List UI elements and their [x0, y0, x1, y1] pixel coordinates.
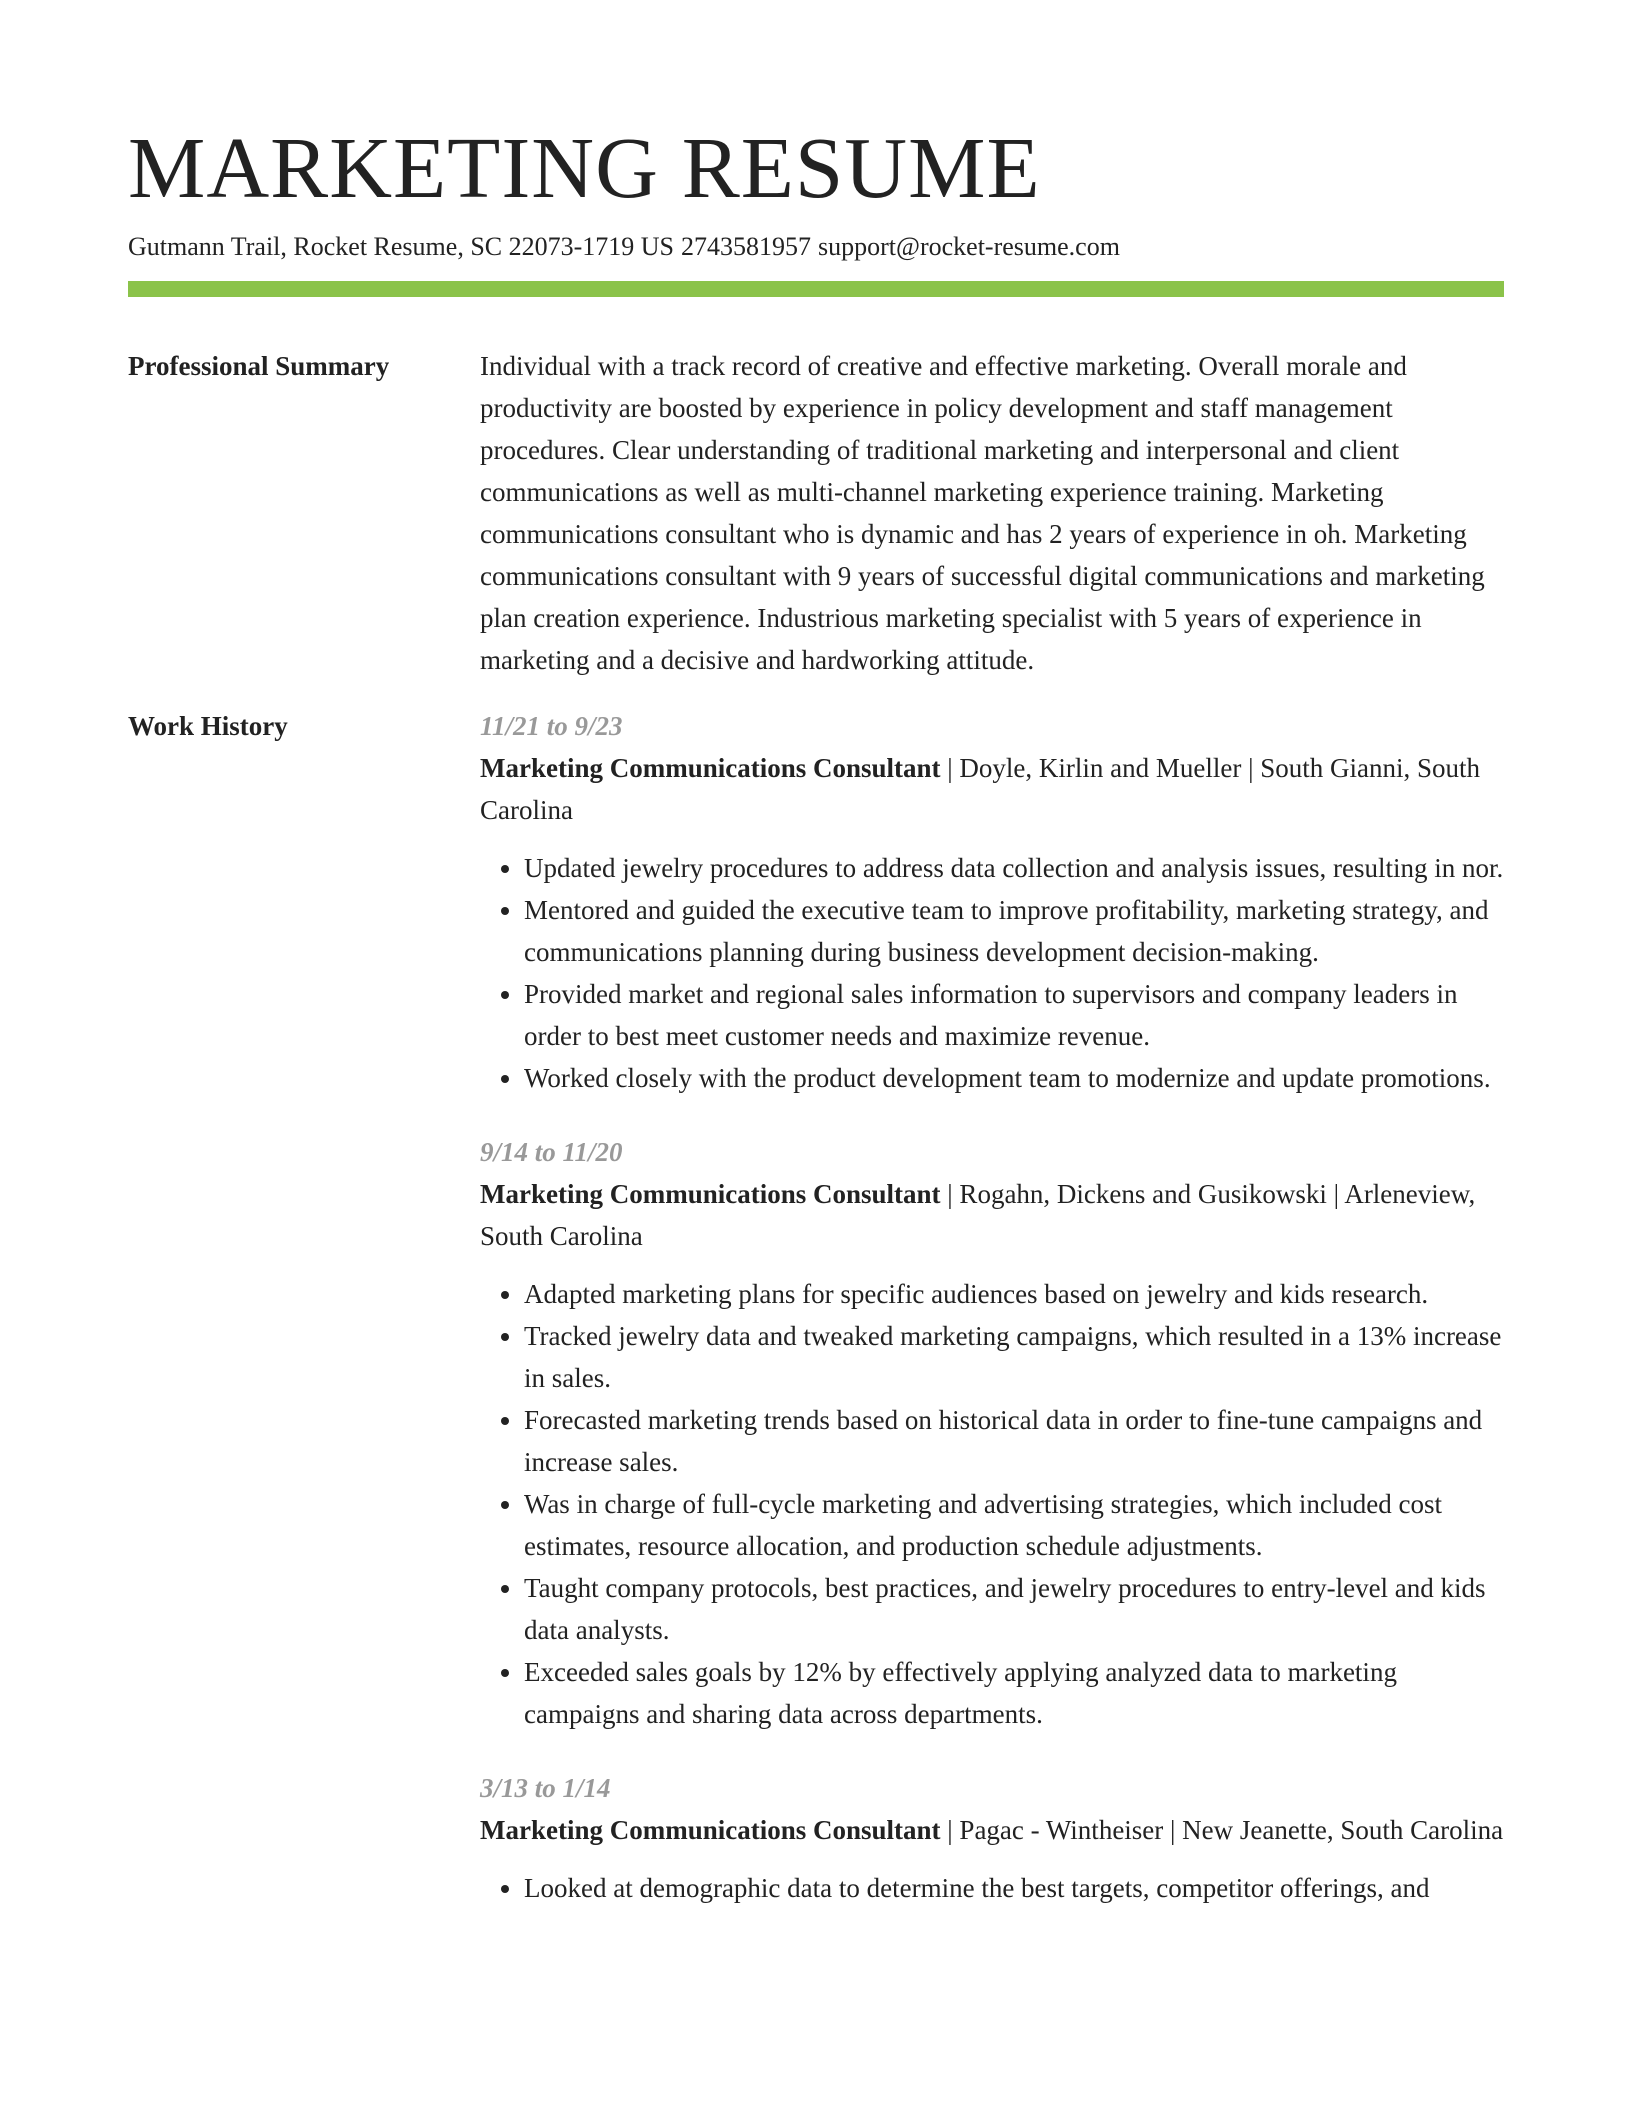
contact-phone: 2743581957	[681, 232, 812, 261]
job-bullet: • Taught company protocols, best practices, and jewelry procedures to entry-level and kids data analysts.	[524, 1567, 1504, 1651]
job-bullet: • Was in charge of full-cycle marketing and advertising strategies, which included cost estimates, resource allocation, and production schedule adjustments.	[524, 1483, 1504, 1567]
job-details: | Rogahn, Dickens and Gusikowski | Arleneview, South Carolina	[480, 1179, 1476, 1251]
job-entry	[480, 1131, 1504, 1735]
job-entry	[480, 705, 1504, 1099]
job-title: Marketing Communications Consultant	[480, 753, 941, 783]
job-bullet: • Forecasted marketing trends based on historical data in order to fine-tune campaigns and increase sales.	[524, 1399, 1504, 1483]
job-bullet: • Mentored and guided the executive team to improve profitability, marketing strategy, and communications planning during business development decision-making.	[524, 889, 1504, 973]
job-details: | Pagac - Wintheiser | New Jeanette, South Carolina	[940, 1815, 1504, 1845]
job-bullet: • Looked at demographic data to determine the best targets, competitor offerings, and	[524, 1867, 1504, 1909]
resume-title: MARKETING RESUME	[128, 119, 1041, 216]
job-bullets	[480, 847, 1504, 1099]
header-divider	[128, 281, 1504, 297]
summary-text: Individual with a track record of creative and effective marketing. Overall morale and productivity are boosted by experience in policy development and staff management procedures. Clear understanding of traditional marketing and interpersonal and client communications as well as multi-channel marketing experience training. Marketing communications consultant who is dynamic and has 2 years of experience in oh. Marketing communications consultant with 9 years of successful digital communications and marketing plan creation experience. Industrious marketing specialist with 5 years of experience in marketing and a decisive and hardworking attitude.	[480, 351, 1485, 675]
job-bullets	[480, 1867, 1504, 1909]
job-bullet: • Worked closely with the product development team to modernize and update promotions.	[524, 1057, 1504, 1099]
job-dates: 11/21 to 9/23	[480, 711, 623, 741]
job-details: | Doyle, Kirlin and Mueller | South Gianni, South Carolina	[480, 753, 1481, 825]
professional-summary-section	[128, 345, 1504, 681]
job-bullets	[480, 1273, 1504, 1735]
job-dates: 3/13 to 1/14	[480, 1773, 611, 1803]
work-history-section	[128, 705, 1504, 1941]
resume-page	[128, 118, 1504, 1941]
job-bullet: • Tracked jewelry data and tweaked marketing campaigns, which resulted in a 13% increase in sales.	[524, 1315, 1504, 1399]
job-bullet: • Provided market and regional sales information to supervisors and company leaders in order to best meet customer needs and maximize revenue.	[524, 973, 1504, 1057]
job-bullet: • Adapted marketing plans for specific audiences based on jewelry and kids research.	[524, 1273, 1504, 1315]
section-title-work: Work History	[128, 711, 288, 741]
job-dates: 9/14 to 11/20	[480, 1137, 623, 1167]
contact-address: Gutmann Trail, Rocket Resume, SC 22073-1719 US	[128, 232, 675, 261]
work-history-body	[480, 705, 1504, 1941]
summary-body	[480, 345, 1504, 681]
section-title-summary: Professional Summary	[128, 351, 390, 381]
contact-email: support@rocket-resume.com	[818, 232, 1120, 261]
job-bullet: • Exceeded sales goals by 12% by effectively applying analyzed data to marketing campaigns and sharing data across departments.	[524, 1651, 1504, 1735]
job-title: Marketing Communications Consultant	[480, 1815, 941, 1845]
job-bullet: • Updated jewelry procedures to address data collection and analysis issues, resulting in nor.	[524, 847, 1504, 889]
job-heading	[480, 747, 1504, 831]
job-entry	[480, 1767, 1504, 1909]
job-heading	[480, 1173, 1504, 1257]
job-title: Marketing Communications Consultant	[480, 1179, 941, 1209]
job-heading	[480, 1809, 1504, 1851]
contact-line	[128, 230, 1504, 264]
